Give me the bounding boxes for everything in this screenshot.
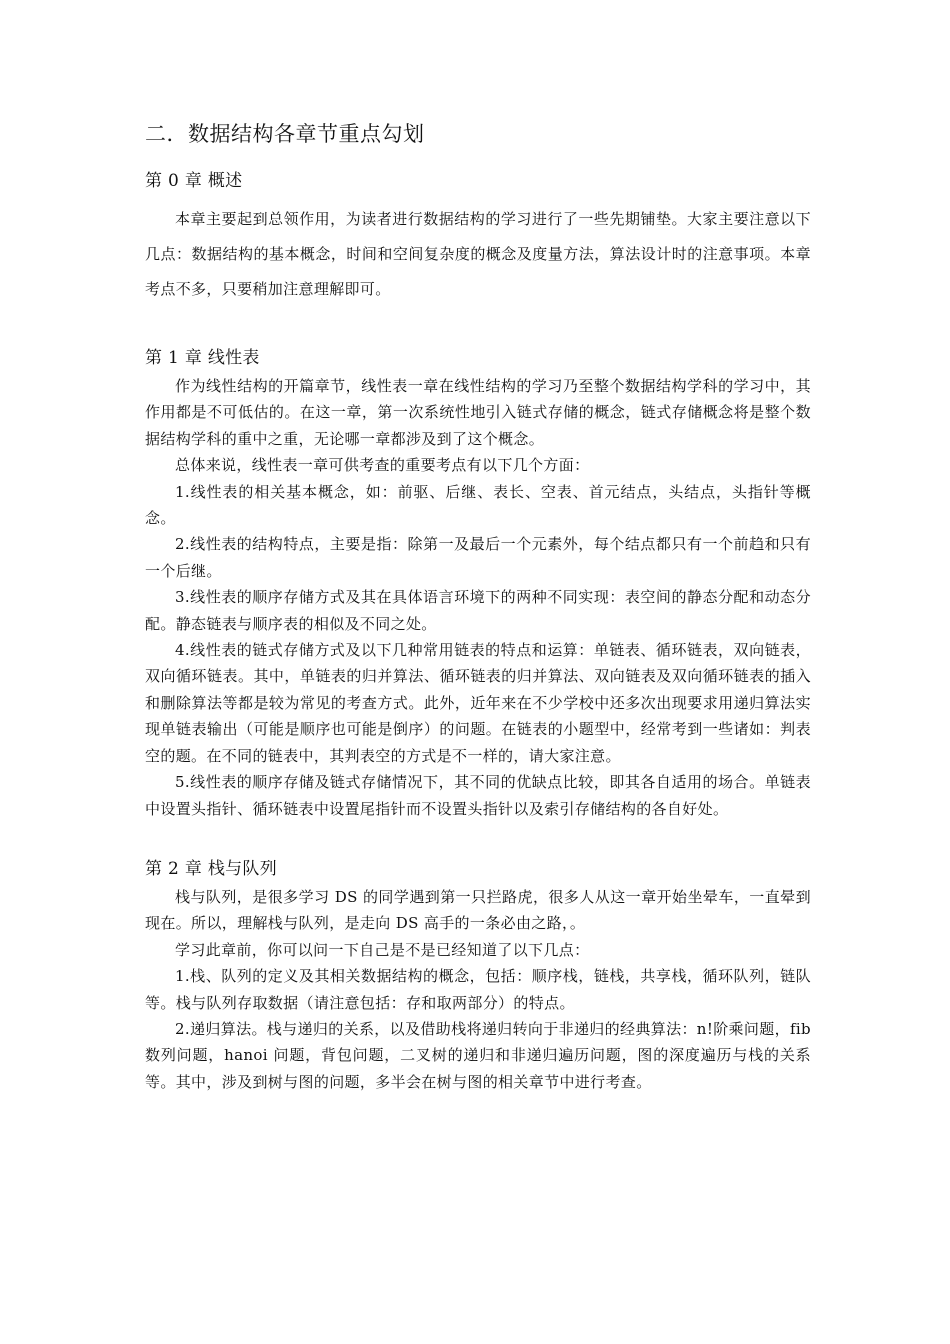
chapter-2-paragraph-2: 学习此章前，你可以问一下自己是不是已经知道了以下几点： bbox=[175, 940, 590, 959]
chapter-1-paragraph-1: 作为线性结构的开篇章节，线性表一章在线性结构的学习乃至整个数据结构学科的学习中，其作用都是不可低估的。在这一章，第一次系统性地引入链式存储的概念，链式存储概念将是整个数据结构学科的重中之重，无论哪一章都涉及到了这个概念。 bbox=[145, 377, 811, 448]
chapter-2-paragraph-3: 1.栈、队列的定义及其相关数据结构的概念，包括：顺序栈，链栈，共享栈，循环队列，链队等。栈与队列存取数据（请注意包括：存和取两部分）的特点。 bbox=[145, 967, 811, 1012]
chapter-1-title: 第 1 章 线性表 bbox=[145, 348, 260, 368]
chapter-2-section bbox=[145, 856, 811, 1095]
chapter-2-paragraph-1: 栈与队列，是很多学习 DS 的同学遇到第一只拦路虎，很多人从这一章开始坐晕车，一直晕到现在。所以，理解栈与队列，是走向 DS 高手的一条必由之路，。 bbox=[145, 887, 811, 933]
chapter-1-paragraph-6: 4.线性表的链式存储方式及以下几种常用链表的特点和运算：单链表、循环链表，双向链表，双向循环链表。其中，单链表的归并算法、循环链表的归并算法、双向链表及双向循环链表的插入和删除算法等都是较为常见的考查方式。此外，近年来在不少学校中还多次出现要求用递归算法实现单链表输出（可能是顺序也可能是倒序）的问题。在链表的小题型中，经常考到一些诸如：判表空的题。在不同的链表中，其判表空的方式是不一样的，请大家注意。 bbox=[145, 641, 811, 765]
chapter-0-title: 第 0 章 概述 bbox=[145, 171, 243, 191]
chapter-0-section bbox=[145, 168, 811, 307]
chapter-0-paragraph-1: 本章主要起到总领作用，为读者进行数据结构的学习进行了一些先期铺垫。大家主要注意以下几点：数据结构的基本概念，时间和空间复杂度的概念及度量方法，算法设计时的注意事项。本章考点不多，只要稍加注意理解即可。 bbox=[145, 210, 811, 298]
chapter-1-paragraph-3: 1.线性表的相关基本概念，如：前驱、后继、表长、空表、首元结点，头结点，头指针等概念。 bbox=[145, 482, 811, 528]
chapter-1-paragraph-2: 总体来说，线性表一章可供考查的重要考点有以下几个方面： bbox=[175, 456, 590, 475]
chapter-1-paragraph-7: 5.线性表的顺序存储及链式存储情况下，其不同的优缺点比较，即其各自适用的场合。单链表中设置头指针、循环链表中设置尾指针而不设置头指针以及索引存储结构的各自好处。 bbox=[145, 773, 811, 818]
chapter-1-section bbox=[145, 345, 811, 822]
document-title: 二．数据结构各章节重点勾划 bbox=[145, 122, 425, 146]
chapter-1-paragraph-5: 3.线性表的顺序存储方式及其在具体语言环境下的两种不同实现：表空间的静态分配和动态分配。静态链表与顺序表的相似及不同之处。 bbox=[145, 588, 811, 633]
chapter-2-title: 第 2 章 栈与队列 bbox=[145, 858, 278, 879]
chapter-1-paragraph-4: 2.线性表的结构特点，主要是指：除第一及最后一个元素外，每个结点都只有一个前趋和只有一个后继。 bbox=[145, 535, 811, 580]
document-page bbox=[145, 118, 811, 1095]
chapter-2-paragraph-4: 2.递归算法。栈与递归的关系，以及借助栈将递归转向于非递归的经典算法：n!阶乘问题，fib 数列问题，hanoi 问题，背包问题，二叉树的递归和非递归遍历问题，图的深度遍历与栈的关系等。其中，涉及到树与图的问题，多半会在树与图的相关章节中进行考查。 bbox=[145, 1019, 811, 1091]
